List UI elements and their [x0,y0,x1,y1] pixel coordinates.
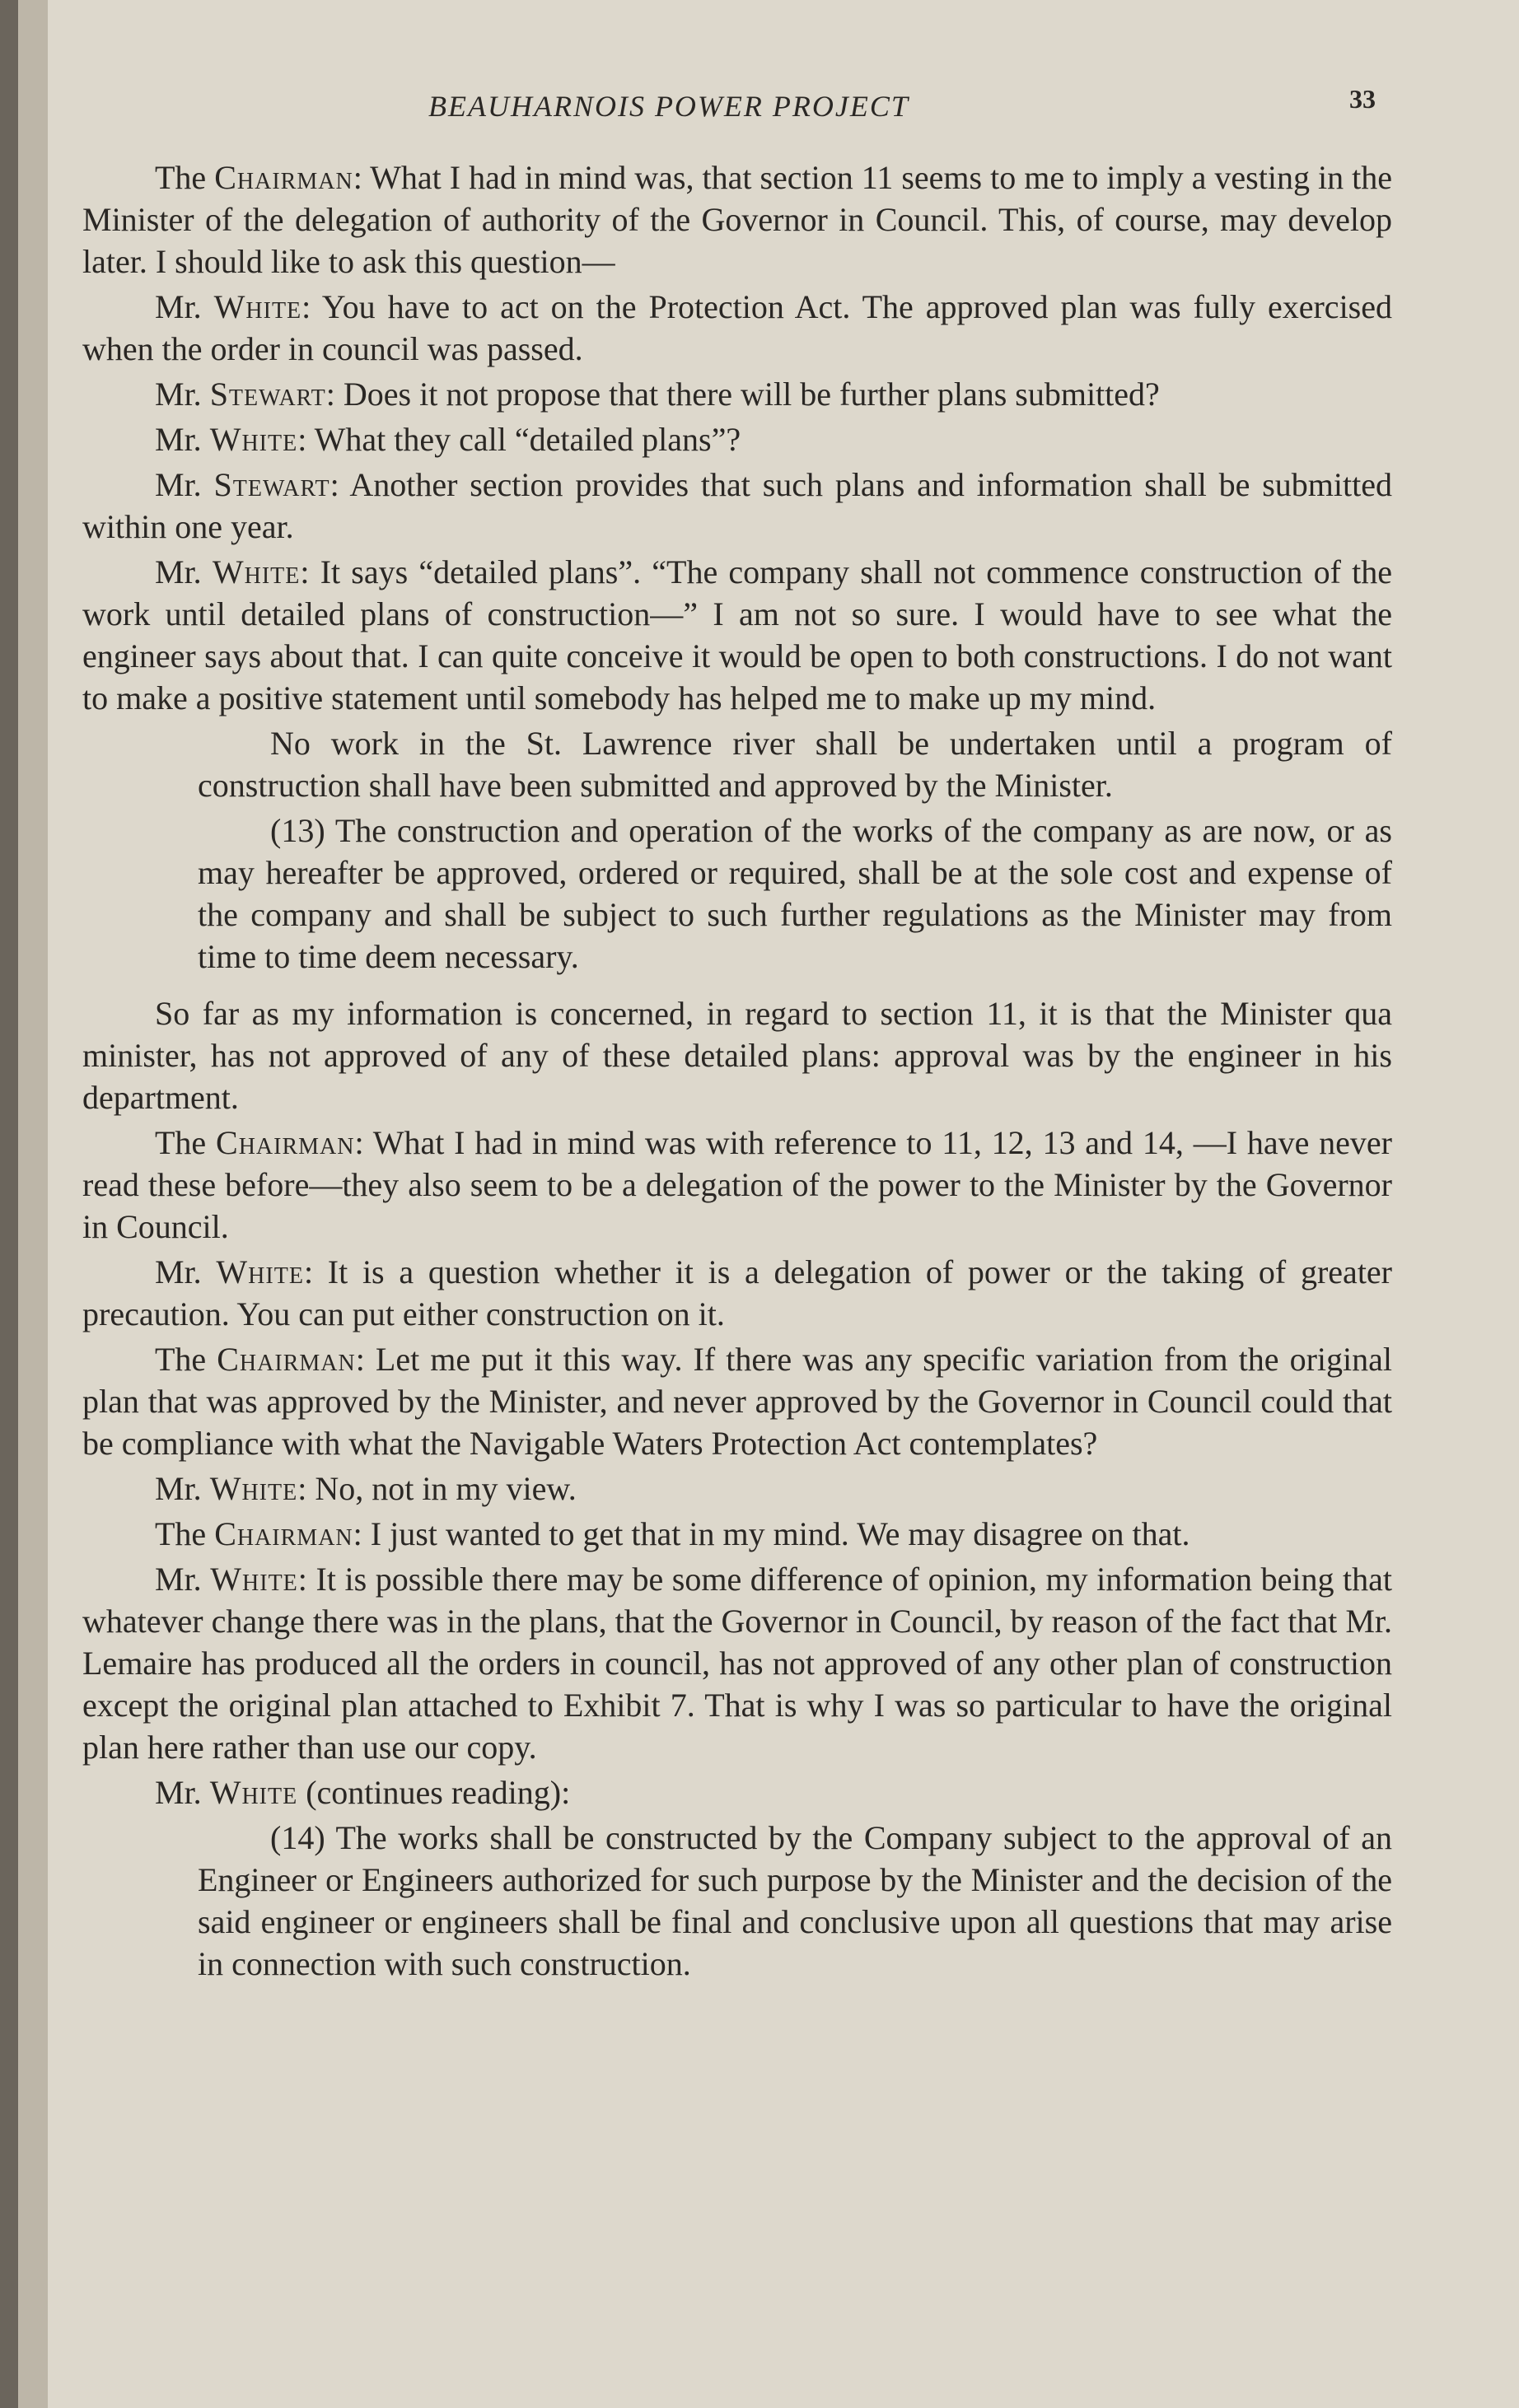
speech-paragraph: Mr. Stewart: Does it not propose that there will be further plans submitted? [155,376,1160,413]
speaker-name: White [209,421,298,458]
speaker-name: White [213,288,302,325]
speaker-name: White [212,553,301,590]
binding-shadow [18,0,48,2408]
transcript-body [82,156,1392,1988]
speech-paragraph: The Chairman: What I had in mind was, that section 11 seems to me to imply a vesting in the Minister of the delegation of authority of the Governor in Council. This, of course, may develop later. I should like to ask this question— [82,159,1393,280]
speech-paragraph: Mr. White (continues reading): [155,1774,571,1811]
speaker-name: White [209,1470,298,1507]
binding-edge [0,0,18,2408]
speaker-name: Stewart [213,466,330,503]
speech-paragraph: Mr. White: No, not in my view. [155,1470,577,1507]
quoted-section: No work in the St. Lawrence river shall be undertaken until a program of construction shall have been submitted and approved by the Minister. [198,725,1392,804]
speaker-name: Stewart [209,376,326,413]
speech-paragraph: Mr. White: It is possible there may be some difference of opinion, my information being that whatever change there was in the plans, that the Governor in Council, by reason of the fact that Mr. Lemaire has produced all the orders in council, has not approved of any other plan of construction except the original plan attached to Exhibit 7. That is why I was so particular to have the original plan here rather than use our copy. [82,1561,1393,1766]
speech-paragraph: Mr. White: It is a question whether it is a delegation of power or the taking of greater precaution. You can put either construction on it. [82,1253,1393,1332]
speaker-name: White [216,1253,304,1290]
spacer [82,981,1392,992]
speech-paragraph: The Chairman: Let me put it this way. If there was any specific variation from the original plan that was approved by the Minister, and never approved by the Governor in Council could that be compliance with what the Navigable Waters Protection Act contemplates? [82,1341,1393,1462]
speaker-name: Chairman [216,1124,355,1161]
speech-paragraph: So far as my information is concerned, in regard to section 11, it is that the Minister qua minister, has not approved of any of these detailed plans: approval was by the engineer in his department. [82,995,1392,1116]
speech-paragraph: Mr. White: You have to act on the Protection Act. The approved plan was fully exercised when the order in council was passed. [82,288,1392,367]
page-number: 33 [1349,84,1376,114]
speaker-name: Chairman [214,159,353,196]
speaker-name: White [209,1774,298,1811]
speech-paragraph: Mr. White: What they call “detailed plans”? [155,421,741,458]
running-title: BEAUHARNOIS POWER PROJECT [428,90,909,123]
speaker-name: White [210,1561,298,1598]
speech-paragraph: Mr. White: It says “detailed plans”. “The company shall not commence construction of the work until detailed plans of construction—” I am not so sure. I would have to see what the engineer says about that. I can quite conceive it would be open to both constructions. I do not want to make a positive statement until somebody has helped me to make up my mind. [82,553,1392,716]
speech-paragraph: Mr. Stewart: Another section provides that such plans and information shall be submitted within one year. [82,466,1392,545]
quoted-section: (14) The works shall be constructed by the Company subject to the approval of an Engineer or Engineers authorized for such purpose by the Minister and the decision of the said engineer or engineers shall be final and conclusive upon all questions that may arise in connection with such construction. [198,1819,1392,1982]
speech-paragraph: The Chairman: What I had in mind was with reference to 11, 12, 13 and 14, —I have never read these before—they also seem to be a delegation of the power to the Minister by the Governor in Council. [82,1124,1393,1245]
speaker-name: Chairman [214,1515,353,1552]
speech-paragraph: The Chairman: I just wanted to get that in my mind. We may disagree on that. [155,1515,1190,1552]
speaker-name: Chairman [217,1341,356,1378]
quoted-section: (13) The construction and operation of the works of the company as are now, or as may hereafter be approved, ordered or required, shall be at the sole cost and expense of the company and shall be subject to such further regulations as the Minister may from time to time deem necessary. [198,812,1392,975]
